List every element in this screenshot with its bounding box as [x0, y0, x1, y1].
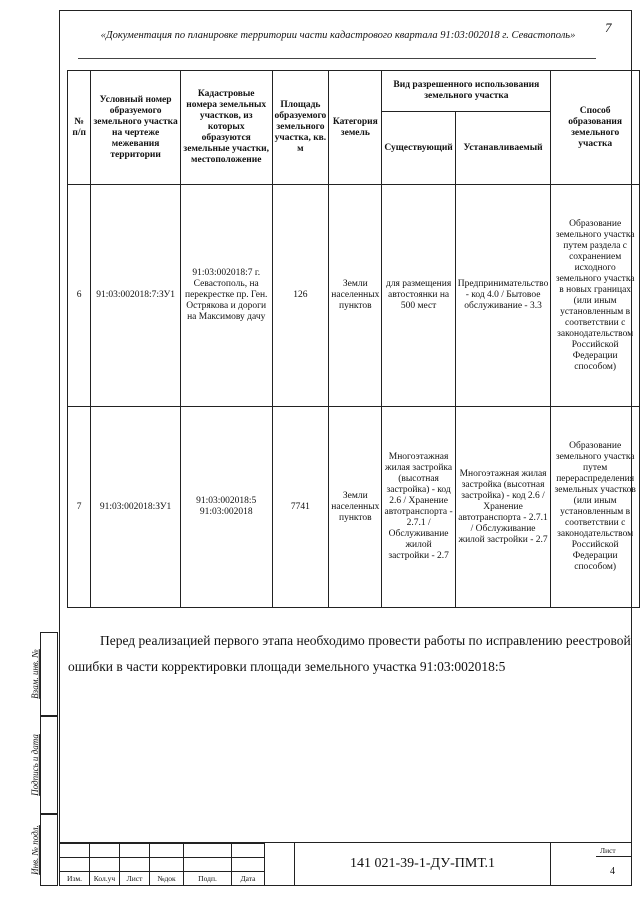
row-category: Земли населенных пунктов [329, 185, 382, 407]
side-cell-inv-vzam [40, 632, 58, 716]
header-permitted-use: Вид разрешенного использования земельного участка [382, 71, 551, 112]
side-cell-inv-podl [40, 814, 58, 886]
table-row [68, 407, 640, 608]
row-num: 7 [68, 407, 91, 608]
row-category: Земли населенных пунктов [329, 407, 382, 608]
row-conditional-number: 91:03:002018:ЗУ1 [91, 407, 181, 608]
stamp-podp: Подп. [184, 872, 232, 886]
header-formation-method: Способ образования земельного участка [551, 71, 640, 185]
header-established-use: Устанавливаемый [455, 112, 551, 185]
header-cadastral-numbers: Кадастровые номера земельных участков, из которых образуются земельные участки, местоположение [180, 71, 272, 185]
row-area: 126 [272, 185, 329, 407]
row-cadastral: 91:03:002018:7 г. Севастополь, на перекрестке пр. Ген. Острякова и дороги на Максимову дачу [180, 185, 272, 407]
header-divider [78, 58, 596, 59]
row-cadastral: 91:03:002018:5 91:03:002018 [180, 407, 272, 608]
document-code: 141 021-39-1-ДУ-ПМТ.1 [294, 842, 551, 886]
row-method: Образование земельного участка путем раздела с сохранением исходного земельного участка в новых границах (или иным установленным в соответствии с законодательством Российской Федерации способом) [551, 185, 640, 407]
row-established-use: Предпринимательство - код 4.0 / Бытовое обслуживание - 3.3 [455, 185, 551, 407]
sheet-number: 4 [610, 866, 615, 877]
land-plots-table [67, 70, 640, 608]
row-conditional-number: 91:03:002018:7:ЗУ1 [91, 185, 181, 407]
row-method: Образование земельного участка путем перераспределения земельных участков (или иным установленным в соответствии с законодательством Российской Федерации способом) [551, 407, 640, 608]
paragraph-line-1: Перед реализацией первого этапа необходимо провести работы по исправлению реестровой [100, 633, 631, 648]
row-num: 6 [68, 185, 91, 407]
page-number: 7 [605, 20, 612, 35]
stamp-grid [59, 843, 265, 886]
side-label-inv-podl: Инв. № подл. [30, 825, 40, 875]
body-paragraph [68, 628, 640, 680]
side-label-podpis: Подпись и дата [30, 734, 40, 796]
header-area: Площадь образуемого земельного участка, кв. м [272, 71, 329, 185]
row-existing-use: для размещения автостоянки на 500 мест [382, 185, 455, 407]
stamp-data: Дата [232, 872, 265, 886]
paragraph-line-2: ошибки в части корректировки площади земельного участка 91:03:002018:5 [68, 659, 506, 674]
stamp-ndok: №док [150, 872, 184, 886]
stamp-list: Лист [120, 872, 150, 886]
sheet-label: Лист [600, 846, 616, 855]
header-land-category: Категория земель [329, 71, 382, 185]
side-label-inv-vzam: Взам. инв. № [30, 649, 40, 699]
stamp-izm: Изм. [60, 872, 90, 886]
row-established-use: Многоэтажная жилая застройка (высотная застройка) - код 2.6 / Хранение автотранспорта - 2.7.1 / Обслуживание жилой застройки - 2.7 [455, 407, 551, 608]
row-existing-use: Многоэтажная жилая застройка (высотная застройка) - код 2.6 / Хранение автотранспорта - 2.7.1 / Обслуживание жилой застройки - 2.7 [382, 407, 455, 608]
sheet-divider [596, 856, 632, 857]
side-cell-podpis [40, 716, 58, 814]
table-row [68, 185, 640, 407]
row-area: 7741 [272, 407, 329, 608]
header-num: № п/п [68, 71, 91, 185]
stamp-kol-uch: Кол.уч [90, 872, 120, 886]
document-title: «Документация по планировке территории части кадастрового квартала 91:03:002018 г. Севастополь» [100, 30, 576, 41]
header-conditional-number: Условный номер образуемого земельного участка на чертеже межевания территории [91, 71, 181, 185]
header-existing-use: Существующий [382, 112, 455, 185]
